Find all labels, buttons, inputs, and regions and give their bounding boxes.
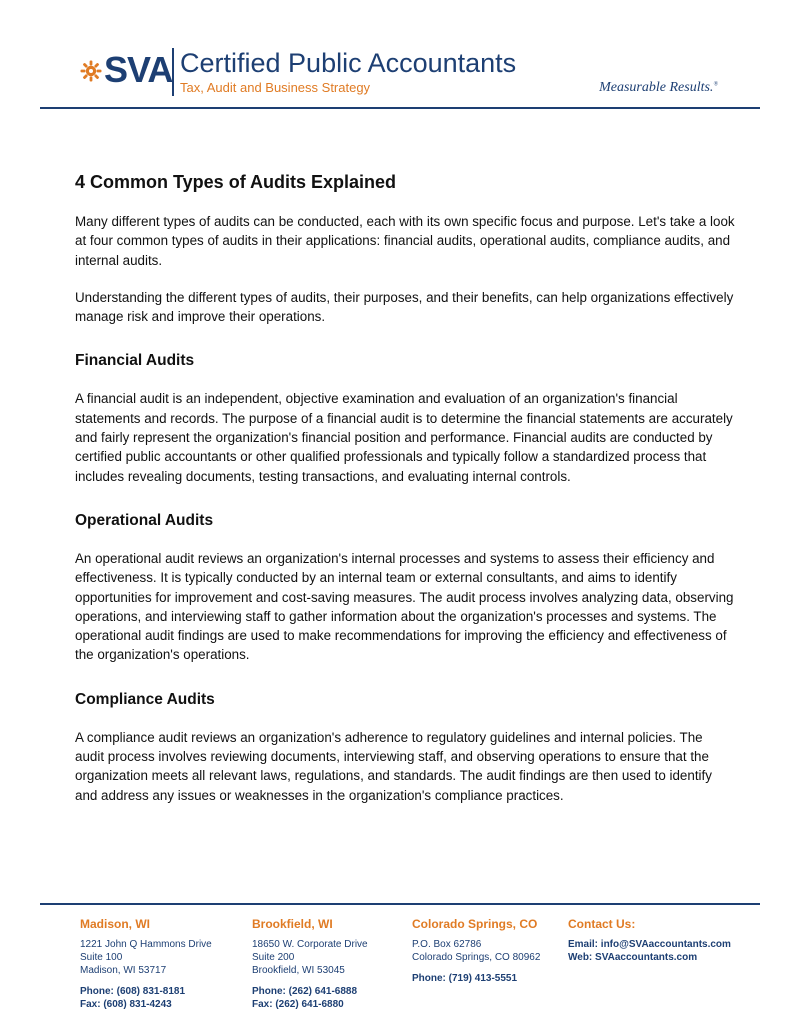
footer-divider (40, 903, 760, 905)
intro-paragraph: Many different types of audits can be conducted, each with its own specific focus and purpose. Let's take a look at four common types of audits in their applications: financial audits, operational audits, compliance audits, and internal audits. (75, 214, 735, 268)
slogan-text: Measurable Results. (599, 80, 714, 95)
article (75, 170, 735, 805)
office-address-line: Colorado Springs, CO 80962 (412, 952, 541, 963)
contact-email[interactable]: Email: info@SVAaccountants.com (568, 939, 731, 950)
section-body-financial: A financial audit is an independent, objective examination and evaluation of an organization's financial statements and records. The purpose of a financial audit is to determine the financial statements are accurately and fairly represent the organization's financial position and performance. Financial audits are conducted by certified public accountants or other qualified professionals and typically follow a standardized process that includes revealing documents, testing transactions, and evaluating internal controls. (75, 391, 733, 484)
office-city: Madison, WI (80, 917, 150, 931)
firm-tagline: Tax, Audit and Business Strategy (180, 80, 371, 95)
logo-wordmark: SVA (104, 49, 173, 90)
office-address-line: 18650 W. Corporate Drive (252, 939, 368, 950)
contact-heading: Contact Us: (568, 917, 636, 931)
slogan (599, 80, 718, 96)
page-footer (80, 916, 760, 1016)
header-divider (40, 107, 760, 109)
registered-mark: ® (713, 81, 718, 88)
section-body-operational: An operational audit reviews an organization's internal processes and systems to assess their efficiency and effectiveness. It is typically conducted by an internal team or external consultants, and aims to identify opportunities for improvement and cost-saving measures. The audit process involves analyzing data, observing operations, and interviewing staff to gather information about the organization's processes and systems. The operational audit findings are used to make recommendations for improving the efficiency and effectiveness of the organization's operations. (75, 550, 734, 663)
contact-web[interactable]: Web: SVAaccountants.com (568, 952, 698, 963)
sva-logo (80, 44, 520, 100)
contact-block (568, 916, 731, 964)
office-address-line: Suite 200 (252, 952, 295, 963)
office-city: Brookfield, WI (252, 917, 333, 931)
firm-title: Certified Public Accountants (180, 48, 517, 78)
office-address-line: P.O. Box 62786 (412, 939, 482, 950)
office-brookfield (252, 916, 368, 1011)
office-city: Colorado Springs, CO (412, 917, 538, 931)
section-heading-compliance: Compliance Audits (75, 690, 215, 708)
office-address-line: Suite 100 (80, 952, 123, 963)
section-heading-operational: Operational Audits (75, 511, 214, 529)
office-fax: Fax: (608) 831-4243 (80, 999, 172, 1010)
office-address-line: 1221 John Q Hammons Drive (80, 939, 212, 950)
office-phone: Phone: (262) 641-6888 (252, 986, 358, 997)
office-address-line: Madison, WI 53717 (80, 965, 167, 976)
page-title: 4 Common Types of Audits Explained (75, 172, 397, 192)
office-address-line: Brookfield, WI 53045 (252, 965, 345, 976)
office-phone: Phone: (719) 413-5551 (412, 973, 518, 984)
section-heading-financial: Financial Audits (75, 352, 195, 370)
office-fax: Fax: (262) 641-6880 (252, 999, 344, 1010)
intro-paragraph: Understanding the different types of audits, their purposes, and their benefits, can help organizations effectively manage risk and improve their operations. (75, 289, 734, 325)
section-body-compliance: A compliance audit reviews an organization's adherence to regulatory guidelines and internal policies. The audit process involves reviewing documents, interviewing staff, and observing operations to ensure that the organization meets all relevant laws, regulations, and standards. The audit findings are then used to identify and address any issues or weaknesses in the organization's compliance practices. (75, 729, 712, 803)
office-madison (80, 916, 212, 1011)
office-phone: Phone: (608) 831-8181 (80, 986, 186, 997)
office-colorado-springs (412, 916, 540, 985)
page-header (0, 0, 800, 110)
gear-icon (80, 60, 102, 82)
logo-divider (172, 48, 174, 96)
